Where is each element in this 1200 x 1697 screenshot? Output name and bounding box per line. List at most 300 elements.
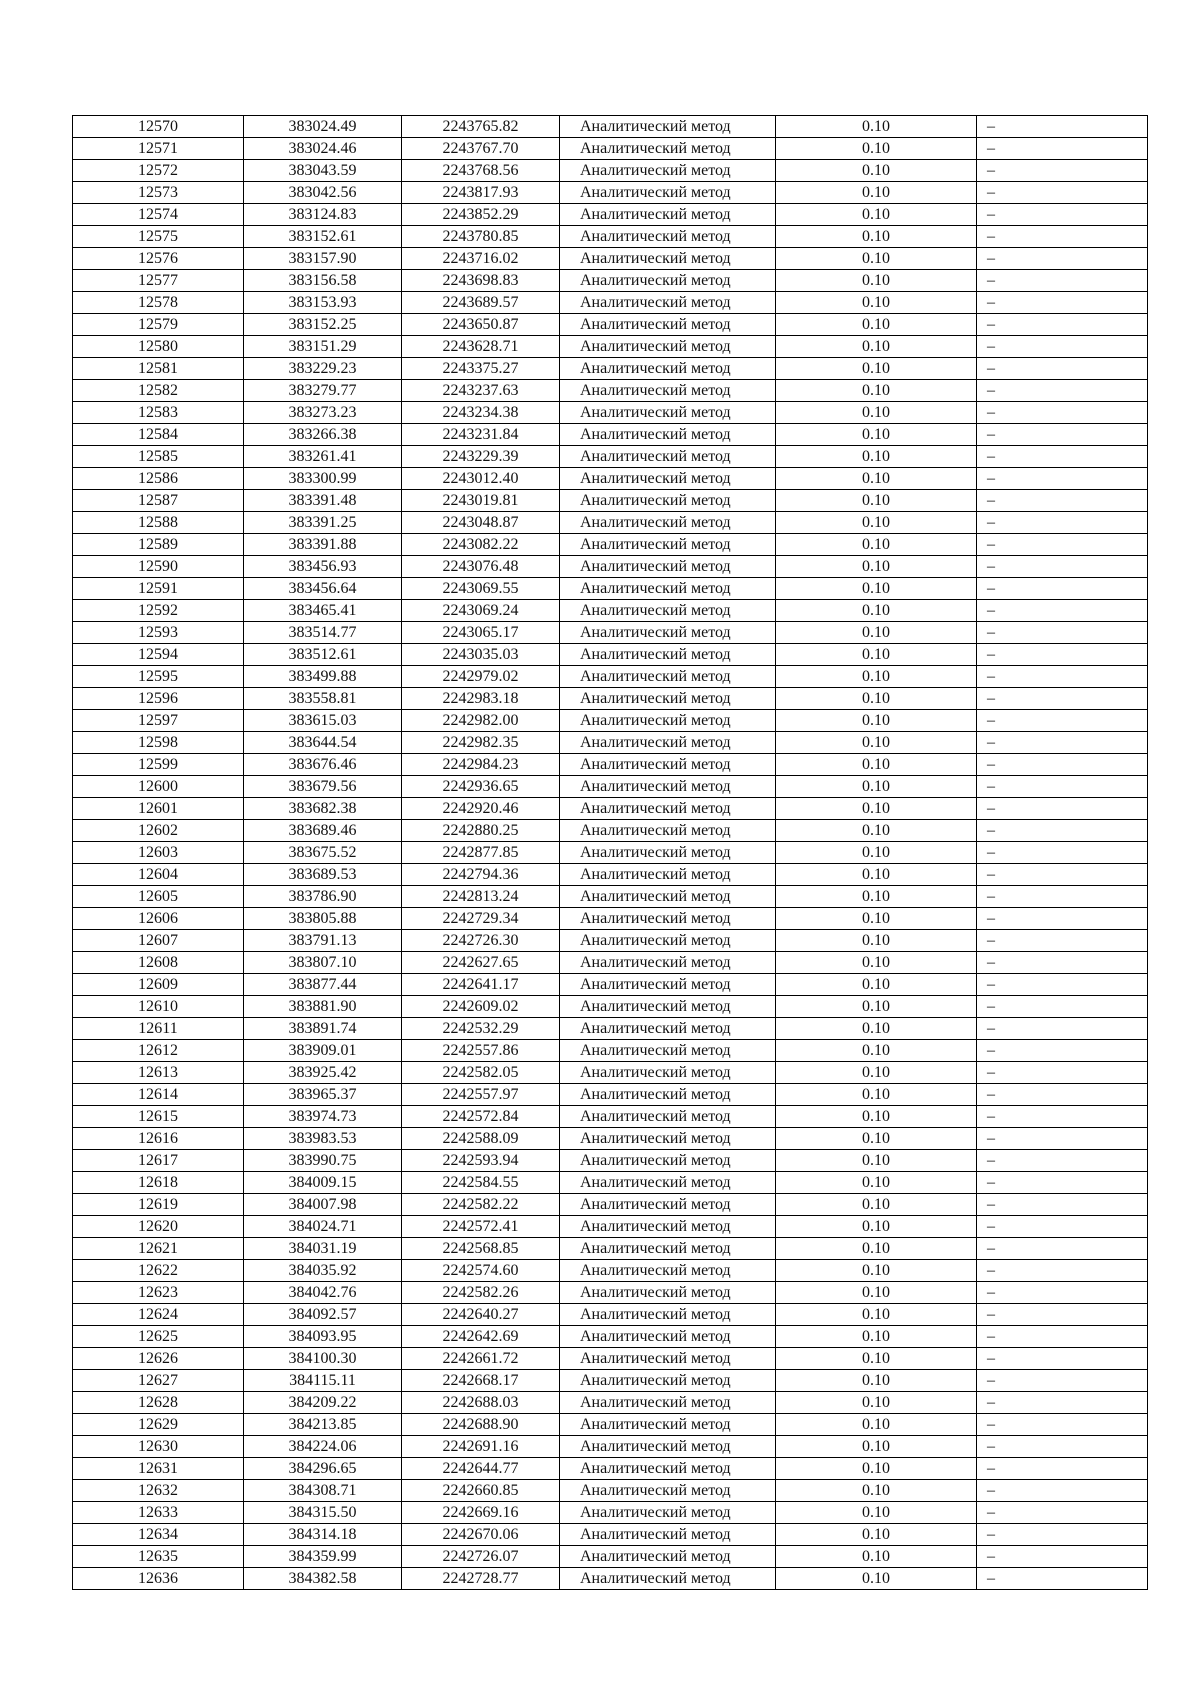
description-cell: – [977,1282,1148,1304]
point-number-cell: 12597 [73,710,244,732]
x-coordinate-cell: 383644.54 [244,732,402,754]
method-cell: Аналитический метод [560,1348,776,1370]
method-cell: Аналитический метод [560,292,776,314]
accuracy-cell: 0.10 [776,1238,977,1260]
accuracy-cell: 0.10 [776,600,977,622]
table-row [73,1282,1148,1304]
accuracy-cell: 0.10 [776,182,977,204]
description-cell: – [977,600,1148,622]
y-coordinate-cell: 2243229.39 [402,446,560,468]
accuracy-cell: 0.10 [776,446,977,468]
y-coordinate-cell: 2242726.30 [402,930,560,952]
point-number-cell: 12621 [73,1238,244,1260]
method-cell: Аналитический метод [560,820,776,842]
x-coordinate-cell: 383156.58 [244,270,402,292]
x-coordinate-cell: 383675.52 [244,842,402,864]
method-cell: Аналитический метод [560,732,776,754]
table-row [73,622,1148,644]
description-cell: – [977,908,1148,930]
point-number-cell: 12614 [73,1084,244,1106]
y-coordinate-cell: 2242984.23 [402,754,560,776]
x-coordinate-cell: 383152.61 [244,226,402,248]
y-coordinate-cell: 2242979.02 [402,666,560,688]
method-cell: Аналитический метод [560,204,776,226]
y-coordinate-cell: 2242627.65 [402,952,560,974]
accuracy-cell: 0.10 [776,556,977,578]
description-cell: – [977,226,1148,248]
table-row [73,1414,1148,1436]
method-cell: Аналитический метод [560,1216,776,1238]
point-number-cell: 12633 [73,1502,244,1524]
x-coordinate-cell: 383891.74 [244,1018,402,1040]
x-coordinate-cell: 383558.81 [244,688,402,710]
description-cell: – [977,160,1148,182]
accuracy-cell: 0.10 [776,160,977,182]
point-number-cell: 12591 [73,578,244,600]
x-coordinate-cell: 383965.37 [244,1084,402,1106]
description-cell: – [977,820,1148,842]
coordinates-table-body [73,116,1148,1590]
accuracy-cell: 0.10 [776,1282,977,1304]
point-number-cell: 12625 [73,1326,244,1348]
y-coordinate-cell: 2242582.22 [402,1194,560,1216]
table-row [73,402,1148,424]
table-row [73,798,1148,820]
y-coordinate-cell: 2242880.25 [402,820,560,842]
table-row [73,644,1148,666]
table-row [73,490,1148,512]
point-number-cell: 12615 [73,1106,244,1128]
x-coordinate-cell: 383499.88 [244,666,402,688]
table-row [73,1458,1148,1480]
y-coordinate-cell: 2243852.29 [402,204,560,226]
method-cell: Аналитический метод [560,314,776,336]
point-number-cell: 12611 [73,1018,244,1040]
description-cell: – [977,996,1148,1018]
point-number-cell: 12576 [73,248,244,270]
method-cell: Аналитический метод [560,160,776,182]
point-number-cell: 12634 [73,1524,244,1546]
description-cell: – [977,732,1148,754]
description-cell: – [977,380,1148,402]
y-coordinate-cell: 2242688.03 [402,1392,560,1414]
table-row [73,776,1148,798]
x-coordinate-cell: 383153.93 [244,292,402,314]
accuracy-cell: 0.10 [776,380,977,402]
y-coordinate-cell: 2242669.16 [402,1502,560,1524]
table-row [73,424,1148,446]
point-number-cell: 12586 [73,468,244,490]
point-number-cell: 12618 [73,1172,244,1194]
accuracy-cell: 0.10 [776,622,977,644]
table-row [73,996,1148,1018]
accuracy-cell: 0.10 [776,204,977,226]
y-coordinate-cell: 2242668.17 [402,1370,560,1392]
x-coordinate-cell: 383391.88 [244,534,402,556]
description-cell: – [977,1414,1148,1436]
x-coordinate-cell: 383024.49 [244,116,402,138]
y-coordinate-cell: 2243689.57 [402,292,560,314]
accuracy-cell: 0.10 [776,1458,977,1480]
description-cell: – [977,578,1148,600]
y-coordinate-cell: 2242574.60 [402,1260,560,1282]
y-coordinate-cell: 2242660.85 [402,1480,560,1502]
accuracy-cell: 0.10 [776,908,977,930]
method-cell: Аналитический метод [560,644,776,666]
table-row [73,1392,1148,1414]
x-coordinate-cell: 383676.46 [244,754,402,776]
method-cell: Аналитический метод [560,1062,776,1084]
accuracy-cell: 0.10 [776,248,977,270]
y-coordinate-cell: 2242644.77 [402,1458,560,1480]
coordinates-table [72,115,1148,1590]
accuracy-cell: 0.10 [776,1304,977,1326]
description-cell: – [977,358,1148,380]
description-cell: – [977,1524,1148,1546]
x-coordinate-cell: 383465.41 [244,600,402,622]
y-coordinate-cell: 2242593.94 [402,1150,560,1172]
accuracy-cell: 0.10 [776,1480,977,1502]
accuracy-cell: 0.10 [776,1546,977,1568]
table-row [73,1084,1148,1106]
point-number-cell: 12593 [73,622,244,644]
accuracy-cell: 0.10 [776,578,977,600]
description-cell: – [977,1018,1148,1040]
y-coordinate-cell: 2243076.48 [402,556,560,578]
y-coordinate-cell: 2243375.27 [402,358,560,380]
point-number-cell: 12585 [73,446,244,468]
y-coordinate-cell: 2242642.69 [402,1326,560,1348]
method-cell: Аналитический метод [560,116,776,138]
description-cell: – [977,204,1148,226]
x-coordinate-cell: 384213.85 [244,1414,402,1436]
method-cell: Аналитический метод [560,1436,776,1458]
table-row [73,380,1148,402]
accuracy-cell: 0.10 [776,1194,977,1216]
y-coordinate-cell: 2242688.90 [402,1414,560,1436]
description-cell: – [977,798,1148,820]
x-coordinate-cell: 384296.65 [244,1458,402,1480]
point-number-cell: 12595 [73,666,244,688]
point-number-cell: 12626 [73,1348,244,1370]
point-number-cell: 12582 [73,380,244,402]
description-cell: – [977,1568,1148,1590]
description-cell: – [977,930,1148,952]
table-row [73,116,1148,138]
accuracy-cell: 0.10 [776,1150,977,1172]
x-coordinate-cell: 383881.90 [244,996,402,1018]
point-number-cell: 12624 [73,1304,244,1326]
method-cell: Аналитический метод [560,622,776,644]
description-cell: – [977,688,1148,710]
table-row [73,248,1148,270]
description-cell: – [977,1326,1148,1348]
x-coordinate-cell: 383456.93 [244,556,402,578]
description-cell: – [977,1194,1148,1216]
point-number-cell: 12636 [73,1568,244,1590]
y-coordinate-cell: 2243698.83 [402,270,560,292]
accuracy-cell: 0.10 [776,1414,977,1436]
accuracy-cell: 0.10 [776,116,977,138]
method-cell: Аналитический метод [560,1018,776,1040]
description-cell: – [977,886,1148,908]
table-row [73,1150,1148,1172]
table-row [73,710,1148,732]
table-row [73,930,1148,952]
description-cell: – [977,842,1148,864]
table-row [73,534,1148,556]
y-coordinate-cell: 2243012.40 [402,468,560,490]
table-row [73,1062,1148,1084]
table-row [73,1106,1148,1128]
description-cell: – [977,534,1148,556]
table-row [73,1436,1148,1458]
y-coordinate-cell: 2242582.05 [402,1062,560,1084]
y-coordinate-cell: 2242588.09 [402,1128,560,1150]
accuracy-cell: 0.10 [776,314,977,336]
description-cell: – [977,974,1148,996]
method-cell: Аналитический метод [560,1370,776,1392]
point-number-cell: 12575 [73,226,244,248]
accuracy-cell: 0.10 [776,1568,977,1590]
table-row [73,688,1148,710]
y-coordinate-cell: 2242557.86 [402,1040,560,1062]
x-coordinate-cell: 384009.15 [244,1172,402,1194]
table-row [73,1348,1148,1370]
point-number-cell: 12608 [73,952,244,974]
method-cell: Аналитический метод [560,710,776,732]
table-row [73,1304,1148,1326]
point-number-cell: 12583 [73,402,244,424]
x-coordinate-cell: 383151.29 [244,336,402,358]
y-coordinate-cell: 2243817.93 [402,182,560,204]
method-cell: Аналитический метод [560,556,776,578]
x-coordinate-cell: 383300.99 [244,468,402,490]
y-coordinate-cell: 2242670.06 [402,1524,560,1546]
table-row [73,556,1148,578]
table-row [73,886,1148,908]
point-number-cell: 12601 [73,798,244,820]
point-number-cell: 12619 [73,1194,244,1216]
x-coordinate-cell: 384209.22 [244,1392,402,1414]
point-number-cell: 12577 [73,270,244,292]
x-coordinate-cell: 384024.71 [244,1216,402,1238]
table-row [73,864,1148,886]
accuracy-cell: 0.10 [776,490,977,512]
method-cell: Аналитический метод [560,534,776,556]
method-cell: Аналитический метод [560,930,776,952]
description-cell: – [977,116,1148,138]
y-coordinate-cell: 2242983.18 [402,688,560,710]
y-coordinate-cell: 2242691.16 [402,1436,560,1458]
table-row [73,468,1148,490]
table-row [73,1546,1148,1568]
point-number-cell: 12602 [73,820,244,842]
method-cell: Аналитический метод [560,1172,776,1194]
method-cell: Аналитический метод [560,1194,776,1216]
table-row [73,292,1148,314]
y-coordinate-cell: 2243019.81 [402,490,560,512]
description-cell: – [977,1436,1148,1458]
method-cell: Аналитический метод [560,1392,776,1414]
method-cell: Аналитический метод [560,512,776,534]
accuracy-cell: 0.10 [776,1326,977,1348]
method-cell: Аналитический метод [560,952,776,974]
x-coordinate-cell: 383266.38 [244,424,402,446]
point-number-cell: 12613 [73,1062,244,1084]
y-coordinate-cell: 2242532.29 [402,1018,560,1040]
x-coordinate-cell: 384382.58 [244,1568,402,1590]
table-row [73,160,1148,182]
description-cell: – [977,292,1148,314]
description-cell: – [977,1480,1148,1502]
method-cell: Аналитический метод [560,754,776,776]
method-cell: Аналитический метод [560,578,776,600]
x-coordinate-cell: 383279.77 [244,380,402,402]
accuracy-cell: 0.10 [776,1106,977,1128]
y-coordinate-cell: 2242936.65 [402,776,560,798]
table-row [73,1128,1148,1150]
method-cell: Аналитический метод [560,996,776,1018]
point-number-cell: 12620 [73,1216,244,1238]
y-coordinate-cell: 2243765.82 [402,116,560,138]
description-cell: – [977,182,1148,204]
x-coordinate-cell: 383791.13 [244,930,402,952]
table-row [73,446,1148,468]
table-row [73,1260,1148,1282]
x-coordinate-cell: 384007.98 [244,1194,402,1216]
x-coordinate-cell: 383689.53 [244,864,402,886]
description-cell: – [977,1502,1148,1524]
description-cell: – [977,776,1148,798]
accuracy-cell: 0.10 [776,1084,977,1106]
x-coordinate-cell: 383807.10 [244,952,402,974]
description-cell: – [977,1106,1148,1128]
accuracy-cell: 0.10 [776,1370,977,1392]
y-coordinate-cell: 2243628.71 [402,336,560,358]
point-number-cell: 12588 [73,512,244,534]
x-coordinate-cell: 383391.48 [244,490,402,512]
x-coordinate-cell: 384035.92 [244,1260,402,1282]
table-row [73,1040,1148,1062]
method-cell: Аналитический метод [560,226,776,248]
accuracy-cell: 0.10 [776,292,977,314]
x-coordinate-cell: 384042.76 [244,1282,402,1304]
accuracy-cell: 0.10 [776,864,977,886]
x-coordinate-cell: 384031.19 [244,1238,402,1260]
method-cell: Аналитический метод [560,864,776,886]
y-coordinate-cell: 2242982.35 [402,732,560,754]
table-row [73,578,1148,600]
accuracy-cell: 0.10 [776,996,977,1018]
accuracy-cell: 0.10 [776,1062,977,1084]
table-row [73,226,1148,248]
description-cell: – [977,1084,1148,1106]
point-number-cell: 12570 [73,116,244,138]
method-cell: Аналитический метод [560,1282,776,1304]
table-row [73,952,1148,974]
accuracy-cell: 0.10 [776,754,977,776]
x-coordinate-cell: 384314.18 [244,1524,402,1546]
y-coordinate-cell: 2243767.70 [402,138,560,160]
accuracy-cell: 0.10 [776,468,977,490]
x-coordinate-cell: 383024.46 [244,138,402,160]
description-cell: – [977,864,1148,886]
method-cell: Аналитический метод [560,1458,776,1480]
y-coordinate-cell: 2242729.34 [402,908,560,930]
y-coordinate-cell: 2243035.03 [402,644,560,666]
table-row [73,1238,1148,1260]
description-cell: – [977,1348,1148,1370]
point-number-cell: 12574 [73,204,244,226]
x-coordinate-cell: 383152.25 [244,314,402,336]
x-coordinate-cell: 384092.57 [244,1304,402,1326]
x-coordinate-cell: 383786.90 [244,886,402,908]
point-number-cell: 12580 [73,336,244,358]
table-row [73,974,1148,996]
table-row [73,908,1148,930]
method-cell: Аналитический метод [560,1238,776,1260]
method-cell: Аналитический метод [560,1084,776,1106]
x-coordinate-cell: 383273.23 [244,402,402,424]
x-coordinate-cell: 384224.06 [244,1436,402,1458]
accuracy-cell: 0.10 [776,1260,977,1282]
method-cell: Аналитический метод [560,1326,776,1348]
description-cell: – [977,1172,1148,1194]
point-number-cell: 12609 [73,974,244,996]
accuracy-cell: 0.10 [776,776,977,798]
y-coordinate-cell: 2243237.63 [402,380,560,402]
x-coordinate-cell: 383229.23 [244,358,402,380]
x-coordinate-cell: 383456.64 [244,578,402,600]
point-number-cell: 12610 [73,996,244,1018]
description-cell: – [977,1370,1148,1392]
y-coordinate-cell: 2242582.26 [402,1282,560,1304]
method-cell: Аналитический метод [560,1568,776,1590]
point-number-cell: 12590 [73,556,244,578]
x-coordinate-cell: 384100.30 [244,1348,402,1370]
method-cell: Аналитический метод [560,1304,776,1326]
point-number-cell: 12584 [73,424,244,446]
y-coordinate-cell: 2243048.87 [402,512,560,534]
accuracy-cell: 0.10 [776,1436,977,1458]
method-cell: Аналитический метод [560,1040,776,1062]
x-coordinate-cell: 383682.38 [244,798,402,820]
description-cell: – [977,1128,1148,1150]
x-coordinate-cell: 383261.41 [244,446,402,468]
description-cell: – [977,468,1148,490]
point-number-cell: 12579 [73,314,244,336]
description-cell: – [977,952,1148,974]
point-number-cell: 12629 [73,1414,244,1436]
point-number-cell: 12630 [73,1436,244,1458]
point-number-cell: 12587 [73,490,244,512]
table-row [73,1568,1148,1590]
method-cell: Аналитический метод [560,446,776,468]
y-coordinate-cell: 2242877.85 [402,842,560,864]
y-coordinate-cell: 2242572.41 [402,1216,560,1238]
y-coordinate-cell: 2242982.00 [402,710,560,732]
method-cell: Аналитический метод [560,776,776,798]
point-number-cell: 12607 [73,930,244,952]
point-number-cell: 12571 [73,138,244,160]
point-number-cell: 12603 [73,842,244,864]
method-cell: Аналитический метод [560,1106,776,1128]
y-coordinate-cell: 2243069.55 [402,578,560,600]
description-cell: – [977,512,1148,534]
table-row [73,138,1148,160]
method-cell: Аналитический метод [560,182,776,204]
